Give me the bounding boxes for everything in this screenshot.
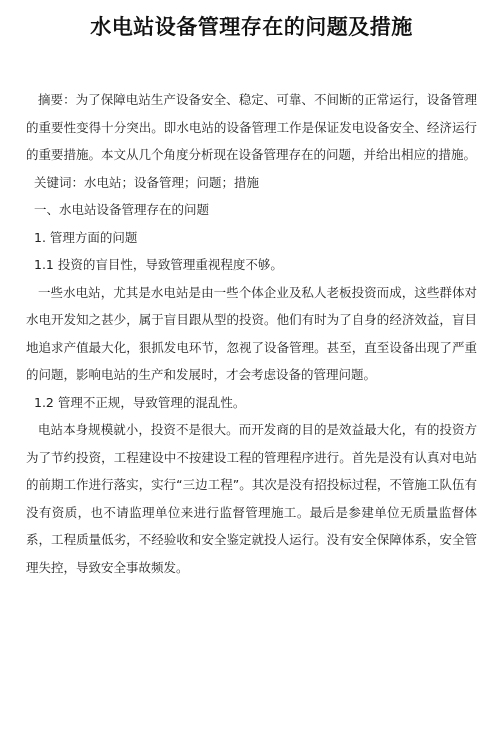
subsubsection-heading: 1.1 投资的盲目性，导致管理重视程度不够。 [34,257,283,272]
abstract-paragraph: 摘要：为了保障电站生产设备安全、稳定、可靠、不间断的正常运行，设备管理的重要性变得十分突出。即水电站的设备管理工作是保证发电设备安全、经济运行的重要措施。本文从几个角度分析现在设备管理存在的问题，并给出相应的措施。 [26,92,477,162]
section-heading: 一、水电站设备管理存在的问题 [34,202,210,217]
subsubsection-heading: 1.2 管理不正规，导致管理的混乱性。 [34,394,246,410]
document-body [26,86,477,581]
body-paragraph: 一些水电站，尤其是水电站是由一些个体企业及私人老板投资而成，这些群体对水电开发知之甚少，属于盲目跟从型的投资。他们有时为了自身的经济效益，盲目地追求产值最大化，狠抓发电环节，忽视了设备管理。甚至，直至设备出现了严重的问题，影响电站的生产和发展时，才会考虑设备的管理问题。 [26,284,477,382]
document-title: 水电站设备管理存在的问题及措施 [90,15,413,39]
keywords-line: 关键词：水电站；设备管理；问题；措施 [34,174,260,190]
body-paragraph: 电站本身规模就小，投资不是很大。而开发商的目的是效益最大化，有的投资方为了节约投资，工程建设中不按建设工程的管理程序进行。首先是没有认真对电站的前期工作进行落实，实行“三边工程”。其次是没有招投标过程，不管施工队伍有没有资质，也不请监理单位来进行监督管理施工。最后是参建单位无质量监督体系，工程质量低劣，不经验收和安全鉴定就投人运行。没有安全保障体系，安全管理失控，导致安全事故频发。 [26,422,477,575]
subsection-heading: 1. 管理方面的问题 [34,229,138,245]
